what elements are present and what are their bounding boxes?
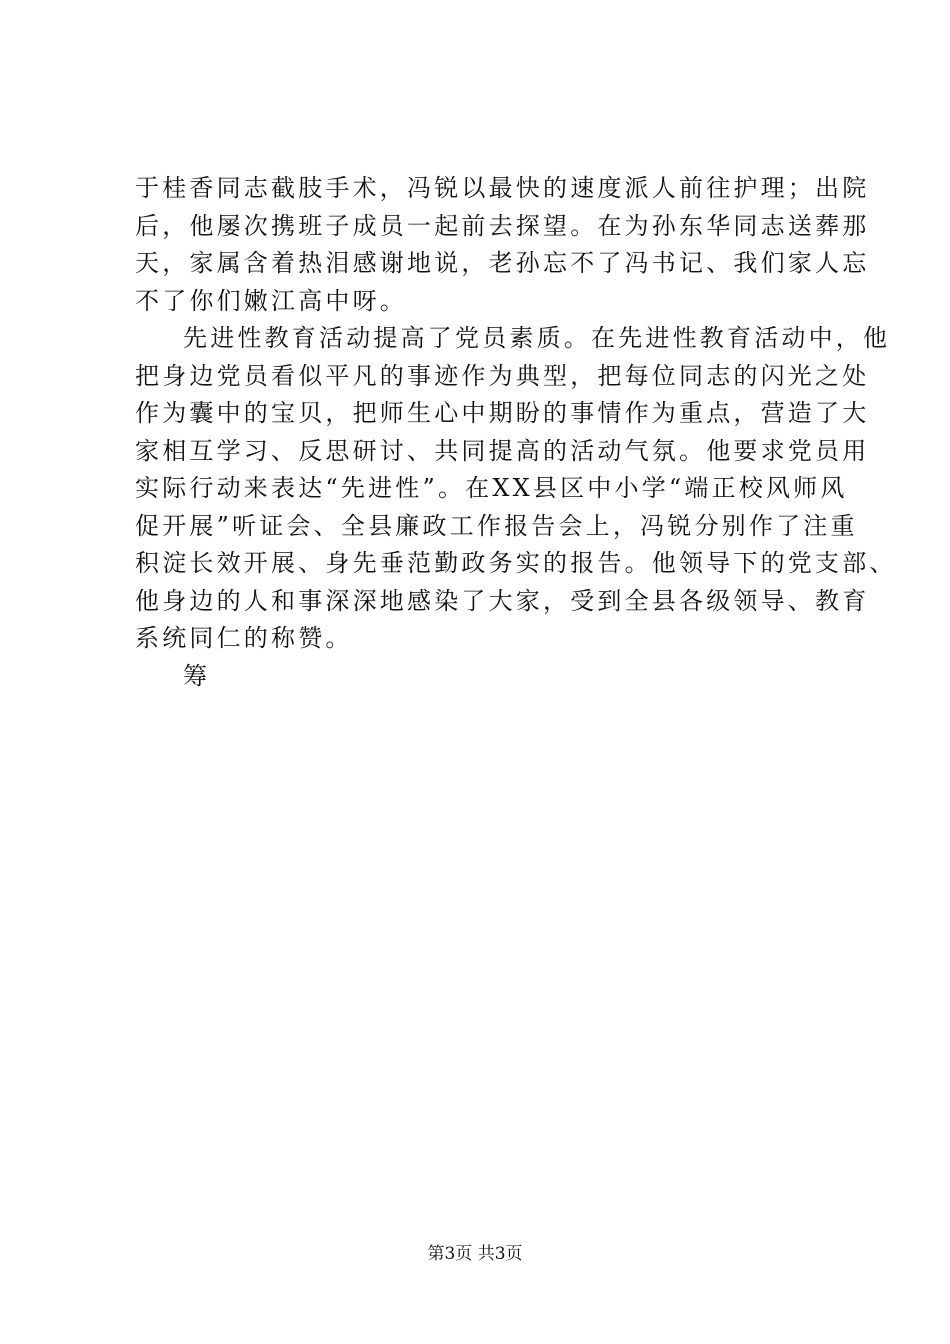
text-line: 把身边党员看似平凡的事迹作为典型，把每位同志的闪光之处 bbox=[135, 361, 870, 390]
paragraph-first-line: 先进性教育活动提高了党员素质。在先进性教育活动中，他 bbox=[183, 324, 891, 352]
text-line: 不了你们嫩江高中呀。 bbox=[135, 286, 407, 315]
paragraph-first-line: 筹 bbox=[183, 661, 211, 690]
text-line: 家相互学习、反思研讨、共同提高的活动气氛。他要求党员用 bbox=[135, 436, 870, 465]
page-number-footer: 第3页 共3页 bbox=[427, 1244, 523, 1264]
text-line: 实际行动来表达“先进性”。在XX县区中小学“端正校风师风 bbox=[135, 474, 848, 502]
text-line: 天，家属含着热泪感谢地说，老孙忘不了冯书记、我们家人忘 bbox=[135, 249, 870, 277]
text-line: 作为囊中的宝贝，把师生心中期盼的事情作为重点，营造了大 bbox=[135, 399, 870, 427]
text-line: 促开展”听证会、全县廉政工作报告会上，冯锐分别作了注重 bbox=[135, 511, 858, 540]
text-line: 系统同仁的称赞。 bbox=[135, 624, 353, 652]
text-line: 于桂香同志截肢手术，冯锐以最快的速度派人前往护理；出院 bbox=[135, 174, 870, 202]
text-line: 后，他屡次携班子成员一起前去探望。在为孙东华同志送葬那 bbox=[135, 211, 870, 240]
text-line: 积淀长效开展、身先垂范勤政务实的报告。他领导下的党支部、 bbox=[135, 549, 897, 577]
text-line: 他身边的人和事深深地感染了大家，受到全县各级领导、教育 bbox=[135, 586, 870, 615]
body-text bbox=[135, 170, 897, 695]
